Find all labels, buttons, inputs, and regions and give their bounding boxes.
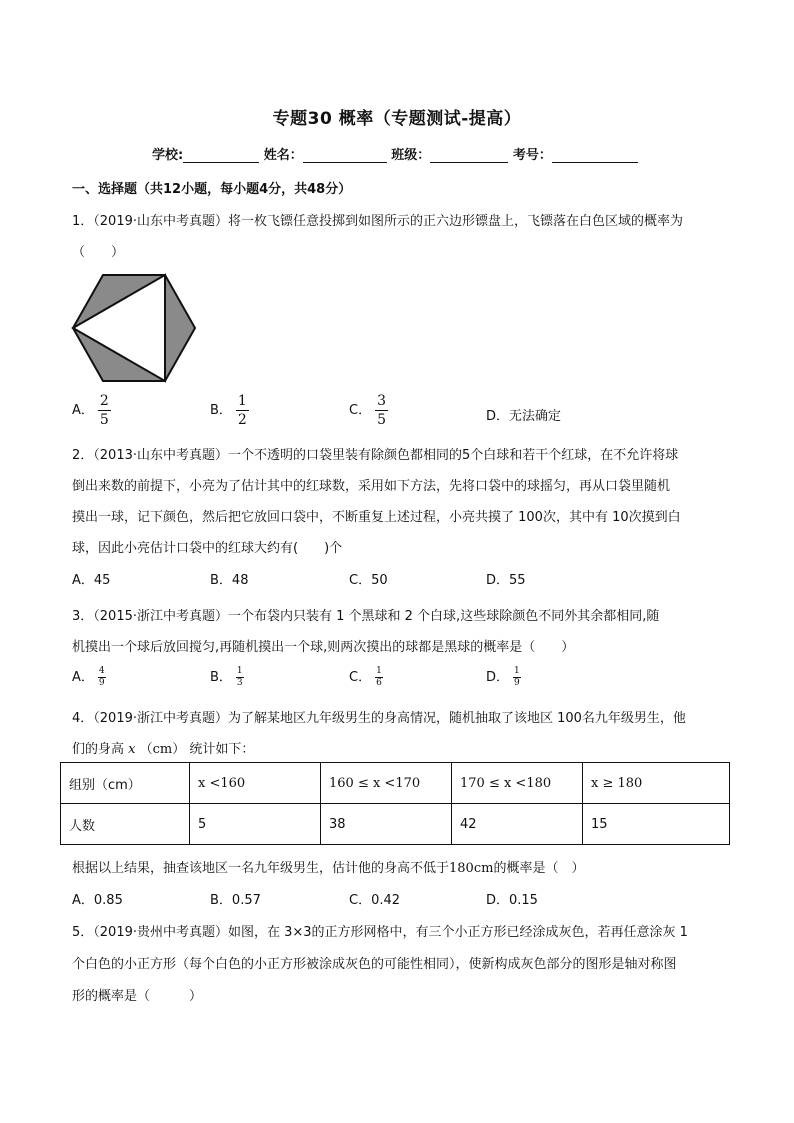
school-blank[interactable] (183, 148, 259, 163)
table-cell: 5 (190, 804, 321, 845)
q4-after-table: 根据以上结果，抽查该地区一名九年级男生，估计他的身高不低于180cm的概率是（ ） (72, 861, 585, 876)
exam-no-label: 考号： (512, 148, 552, 163)
q2-line4: 球，因此小亮估计口袋中的红球大约有( )个 (72, 541, 343, 556)
q1-option-a[interactable]: A． $\frac{2}{5}$ (72, 393, 109, 428)
q3-line2: 机摸出一个球后放回搅匀,再随机摸出一个球,则两次摸出的球都是黑球的概率是（ ） (72, 640, 575, 655)
q2-line1: 2．（2013·山东中考真题）一个不透明的口袋里装有除颜色都相同的5个白球和若干个红球，在不允许将球 (72, 448, 679, 463)
table-cell: 组别（cm） (61, 763, 190, 804)
q3-line1: 3．（2015·浙江中考真题）一个布袋内只装有 1 个黑球和 2 个白球,这些球除颜色不同外其余都相同,随 (72, 609, 660, 624)
table-cell: 42 (452, 804, 583, 845)
q2-line2: 倒出来数的前提下，小亮为了估计其中的红球数，采用如下方法，先将口袋中的球摇匀，再从口袋里随机 (72, 479, 671, 494)
q2-option-d[interactable]: D．55 (486, 573, 526, 588)
name-blank[interactable] (303, 148, 387, 163)
q4-option-b[interactable]: B．0.57 (210, 893, 261, 908)
q4-option-d[interactable]: D．0.15 (486, 893, 538, 908)
q1-option-c[interactable]: C． $\frac{3}{5}$ (349, 393, 386, 428)
q1-option-d[interactable]: D．无法确定 (486, 409, 562, 424)
table-cell: 160 ≤ x <170 (321, 763, 452, 804)
q2-option-c[interactable]: C．50 (349, 573, 388, 588)
q1-option-b[interactable]: B． $\frac{1}{2}$ (210, 393, 247, 428)
table-cell: 38 (321, 804, 452, 845)
q4-option-c[interactable]: C．0.42 (349, 893, 401, 908)
q2-option-b[interactable]: B．48 (210, 573, 249, 588)
table-cell: 15 (583, 804, 730, 845)
var-x: x (128, 742, 136, 757)
q4-option-a[interactable]: A．0.85 (72, 893, 123, 908)
name-label: 姓名： (263, 148, 303, 163)
q3-option-b[interactable]: B． $\frac{1}{3}$ (210, 665, 243, 688)
table-cell: 170 ≤ x <180 (452, 763, 583, 804)
height-stats-table (60, 762, 730, 845)
q4-line2: 们的身高 x （cm） 统计如下： (72, 742, 255, 757)
table-row (61, 804, 730, 845)
q2-option-a[interactable]: A．45 (72, 573, 111, 588)
q4-line1: 4．（2019·浙江中考真题）为了解某地区九年级男生的身高情况，随机抽取了该地区 100名九年级男生，他 (72, 711, 686, 726)
q3-option-c[interactable]: C． $\frac{1}{6}$ (349, 665, 382, 688)
table-cell: x <160 (190, 763, 321, 804)
table-cell: 人数 (61, 804, 190, 845)
exam-no-blank[interactable] (552, 148, 638, 163)
class-blank[interactable] (430, 148, 508, 163)
q1-line1: 1．（2019·山东中考真题）将一枚飞镖任意投掷到如图所示的正六边形镖盘上，飞镖落在白色区域的概率为 (72, 214, 683, 229)
q3-option-d[interactable]: D． $\frac{1}{9}$ (486, 665, 520, 688)
table-cell: x ≥ 180 (583, 763, 730, 804)
hexagon-dartboard-figure (70, 272, 198, 384)
section-heading: 一、选择题（共12小题，每小题4分，共48分） (72, 182, 352, 197)
q5-line1: 5．（2019·贵州中考真题）如图，在 3×3的正方形网格中，有三个小正方形已经涂成灰色，若再任意涂灰 1 (72, 925, 688, 940)
class-label: 班级： (391, 148, 431, 163)
q2-line3: 摸出一球，记下颜色，然后把它放回口袋中，不断重复上述过程，小亮共摸了 100次，其中有 10次摸到白 (72, 510, 681, 525)
student-info-row (152, 144, 638, 163)
height-threshold: 180cm (449, 861, 494, 876)
q5-line3: 形的概率是（ ） (72, 989, 203, 1004)
school-label: 学校: (152, 148, 184, 163)
q1-line2: （ ） (72, 245, 125, 260)
q5-line2: 个白色的小正方形（每个白色的小正方形被涂成灰色的可能性相同），使新构成灰色部分的图形是轴对称图 (72, 957, 677, 972)
q3-option-a[interactable]: A． $\frac{4}{9}$ (72, 665, 105, 688)
unit-cm: （cm） (139, 742, 186, 757)
page-title: 专题30 概率（专题测试-提高） (272, 109, 522, 129)
table-row (61, 763, 730, 804)
